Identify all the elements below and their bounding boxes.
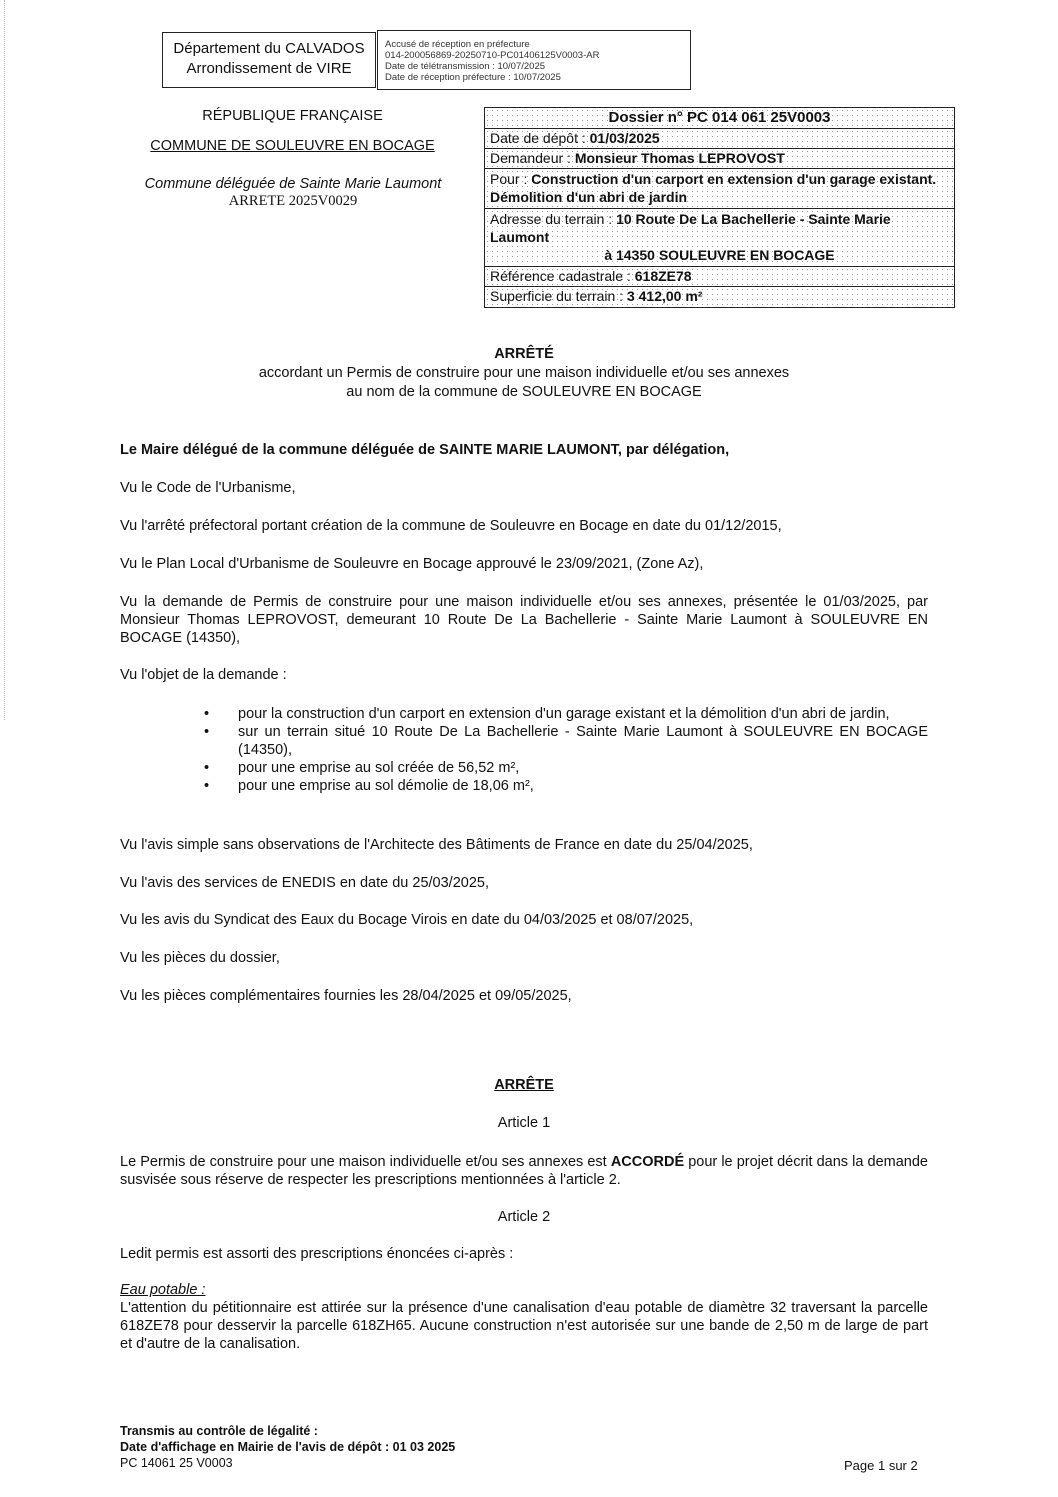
- vu-arrete-prefectoral: Vu l'arrêté préfectoral portant création de la commune de Souleuvre en Bocage en date du 01/12/2015,: [120, 518, 782, 534]
- bullet-text: pour la construction d'un carport en extension d'un garage existant et la démolition d'un abri de jardin,: [238, 706, 890, 722]
- stamp-line-2: 014-200056869-20250710-PC01406125V0003-AR: [385, 50, 600, 61]
- accorde-keyword: ACCORDÉ: [610, 1154, 685, 1170]
- superficie-value: 3 412,00 m²: [626, 288, 703, 304]
- article-1-text: [120, 1153, 928, 1189]
- bullet-icon: •: [204, 724, 210, 740]
- dossier-pour-row: [485, 169, 954, 209]
- department-box: [162, 32, 376, 88]
- dossier-adresse-row: [485, 209, 954, 267]
- footer-dossier-ref: PC 14061 25 V0003: [120, 1456, 233, 1470]
- department-name: Département du CALVADOS: [173, 40, 365, 57]
- title-line-3: au nom de la commune de SOULEUVRE EN BOCAGE: [346, 384, 702, 400]
- list-item: [200, 759, 928, 777]
- list-item: [200, 705, 928, 723]
- dossier-cadastre-row: [485, 267, 954, 287]
- adresse-value: 10 Route De La Bachellerie - Sainte Marie Laumont: [490, 211, 891, 245]
- article-1-title: Article 1: [497, 1115, 551, 1131]
- adresse-label: Adresse du terrain :: [490, 211, 617, 227]
- superficie-label: Superficie du terrain :: [490, 288, 627, 304]
- list-item: [200, 777, 928, 795]
- arrete-number: ARRETE 2025V0029: [228, 193, 358, 209]
- commune-heading: COMMUNE DE SOULEUVRE EN BOCAGE: [150, 138, 435, 154]
- arrondissement-name: Arrondissement de VIRE: [186, 60, 352, 77]
- title-line-2: accordant un Permis de construire pour une maison individuelle et/ou ses annexes: [258, 365, 790, 381]
- vu-demande: Vu la demande de Permis de construire pour une maison individuelle et/ou ses annexes, présentée le 01/03/2025, par Monsieur Thomas LEPROVOST, demeurant 10 Route De La Bachellerie - Sainte Marie Laumont à SOULEUVRE EN BOCAGE (14350),: [120, 594, 928, 646]
- stamp-line-4: Date de réception préfecture : 10/07/2025: [385, 72, 561, 83]
- cadastre-value: 618ZE78: [634, 268, 692, 284]
- scan-edge-mark: [4, 0, 6, 720]
- pour-value: Construction d'un carport en extension d'un garage existant. Démolition d'un abri de jardin: [490, 171, 937, 205]
- depot-value: 01/03/2025: [589, 130, 660, 146]
- vu-syndicat: Vu les avis du Syndicat des Eaux du Bocage Virois en date du 04/03/2025 et 08/07/2025,: [120, 912, 694, 928]
- dossier-table: [484, 107, 955, 308]
- republic-heading: RÉPUBLIQUE FRANÇAISE: [202, 108, 383, 124]
- article-2-title: Article 2: [497, 1209, 551, 1225]
- eau-potable-title: Eau potable :: [120, 1282, 206, 1298]
- bullet-text: sur un terrain situé 10 Route De La Bachellerie - Sainte Marie Laumont à SOULEUVRE EN BOCAGE (14350),: [238, 724, 928, 758]
- footer-affichage-date: Date d'affichage en Mairie de l'avis de dépôt : 01 03 2025: [120, 1440, 456, 1454]
- dossier-superficie-row: [485, 287, 954, 307]
- cadastre-label: Référence cadastrale :: [490, 268, 635, 284]
- vu-pieces: Vu les pièces du dossier,: [120, 950, 280, 966]
- bullet-text: pour une emprise au sol démolie de 18,06 m²,: [238, 778, 534, 794]
- objet-bullet-list: [200, 705, 928, 795]
- commune-deleguee: Commune déléguée de Sainte Marie Laumont: [144, 176, 442, 192]
- vu-objet: Vu l'objet de la demande :: [120, 667, 287, 683]
- depot-label: Date de dépôt :: [490, 130, 590, 146]
- bullet-icon: •: [204, 706, 210, 722]
- pour-label: Pour :: [490, 171, 532, 187]
- eau-potable-text: L'attention du pétitionnaire est attirée sur la présence d'une canalisation d'eau potable de diamètre 32 traversant la parcelle 618ZE78 pour desservir la parcelle 618ZH65. Aucune construction n'est autorisée sur une bande de 2,50 m de large de part et d'autre de la canalisation.: [120, 1300, 928, 1352]
- article-1-text-start: Le Permis de construire pour une maison individuelle et/ou ses annexes est: [120, 1154, 611, 1170]
- stamp-line-3: Date de télétransmission : 10/07/2025: [385, 61, 546, 72]
- document-title: [120, 345, 928, 402]
- dossier-title: Dossier n° PC 014 061 25V0003: [485, 108, 954, 129]
- page-number: Page 1 sur 2: [844, 1458, 918, 1473]
- demandeur-value: Monsieur Thomas LEPROVOST: [574, 150, 785, 166]
- article-2-intro: Ledit permis est assorti des prescriptions énoncées ci-après :: [120, 1246, 514, 1262]
- vu-abf: Vu l'avis simple sans observations de l'Architecte des Bâtiments de France en date du 25/04/2025,: [120, 837, 753, 853]
- vu-plu: Vu le Plan Local d'Urbanisme de Souleuvre en Bocage approuvé le 23/09/2021, (Zone Az),: [120, 556, 704, 572]
- bullet-text: pour une emprise au sol créée de 56,52 m²,: [238, 760, 520, 776]
- prefecture-receipt-stamp: [377, 30, 691, 90]
- list-item: [200, 723, 928, 759]
- bullet-icon: •: [204, 760, 210, 776]
- article-1-text-end: pour le projet décrit dans la demande susvisée sous réserve de respecter les prescriptions mentionnées à l'article 2.: [120, 1154, 928, 1188]
- bullet-icon: •: [204, 778, 210, 794]
- vu-pieces-complementaires: Vu les pièces complémentaires fournies les 28/04/2025 et 09/05/2025,: [120, 988, 572, 1004]
- footer-transmis: Transmis au contrôle de légalité :: [120, 1424, 318, 1438]
- dossier-demandeur-row: [485, 149, 954, 169]
- maire-delegation: Le Maire délégué de la commune déléguée de SAINTE MARIE LAUMONT, par délégation,: [120, 442, 730, 458]
- stamp-line-1: Accusé de réception en préfecture: [385, 39, 530, 50]
- title-arrete: ARRÊTÉ: [494, 346, 554, 362]
- vu-code-urbanisme: Vu le Code de l'Urbanisme,: [120, 480, 296, 496]
- arrete-heading: ARRÊTE: [494, 1077, 554, 1093]
- adresse-value-2: à 14350 SOULEUVRE EN BOCAGE: [604, 247, 835, 263]
- demandeur-label: Demandeur :: [490, 150, 575, 166]
- vu-enedis: Vu l'avis des services de ENEDIS en date du 25/03/2025,: [120, 875, 489, 891]
- dossier-depot-row: [485, 129, 954, 149]
